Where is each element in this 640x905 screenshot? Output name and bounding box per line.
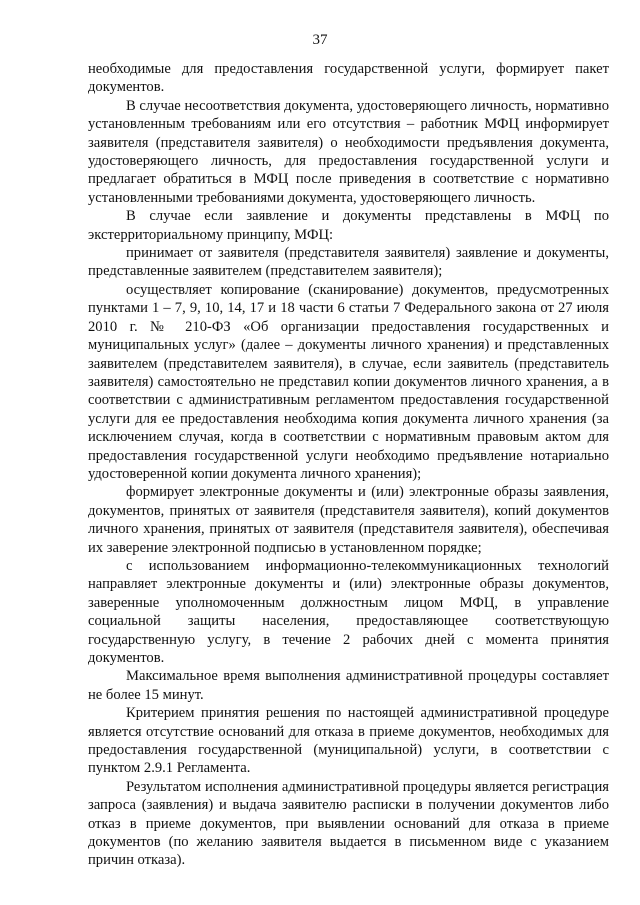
paragraph: Результатом исполнения административной процедуры является регистрация запроса (заявления) и выдача заявителю расписки в получении документов либо отказ в приеме документов, при выявлении оснований для отказа в приеме документов (по желанию заявителя выдается в письменном виде с указанием причин отказа). <box>88 778 609 869</box>
paragraph: Максимальное время выполнения административной процедуры составляет не более 15 минут. <box>88 668 609 703</box>
page-number: 37 <box>312 32 328 48</box>
paragraph: осуществляет копирование (сканирование) документов, предусмотренных пунктами 1 – 7, 9, 10, 14, 17 и 18 части 6 статьи 7 Федерального закона от 27 июля 2010 г. № 210-ФЗ «Об организации предоставления государственных и муниципальных услуг» (далее – документы личного хранения) и представленных заявителем (представителем заявителя), в случае, если заявитель (представитель заявителя) самостоятельно не представил копии документов личного хранения, а в соответствии с административным регламентом предоставления государственной услуги для ее предоставления необходима копия документа личного хранения (за исключением случая, когда в соответствии с нормативным правовым актом для предоставления государственной услуги необходимо предъявление нотариально удостоверенной копии документа личного хранения); <box>88 281 609 482</box>
paragraph: В случае если заявление и документы представлены в МФЦ по экстерриториальному принципу, МФЦ: <box>88 208 609 243</box>
paragraph: Критерием принятия решения по настоящей административной процедуре является отсутствие оснований для отказа в приеме документов, необходимых для предоставления государственной (муниципальной) услуги, в соответствии с пунктом 2.9.1 Регламента. <box>88 705 609 777</box>
paragraph: формирует электронные документы и (или) электронные образы заявления, документов, принятых от заявителя (представителя заявителя), копий документов личного хранения, принятых от заявителя (представителя заявителя), обеспечивая их заверение электронной подписью в установленном порядке; <box>88 484 609 556</box>
paragraph: необходимые для предоставления государственной услуги, формирует пакет документов. <box>88 61 609 96</box>
document-body <box>88 60 609 870</box>
paragraph: с использованием информационно-телекоммуникационных технологий направляет электронные документы и (или) электронные образы документов, заверенные уполномоченным должностным лицом МФЦ, в управление социальной защиты населения, предоставляющее соответствующую государственную услугу, в течение 2 рабочих дней с момента принятия документов. <box>88 557 609 666</box>
paragraph: принимает от заявителя (представителя заявителя) заявление и документы, представленные заявителем (представителем заявителя); <box>88 245 609 280</box>
paragraph: В случае несоответствия документа, удостоверяющего личность, нормативно установленным требованиям или его отсутствия – работник МФЦ информирует заявителя (представителя заявителя) о необходимости предъявления документа, удостоверяющего личность, для предоставления государственной услуги и предлагает обратиться в МФЦ после приведения в соответствие с нормативно установленными требованиями документа, удостоверяющего личность. <box>88 97 609 206</box>
